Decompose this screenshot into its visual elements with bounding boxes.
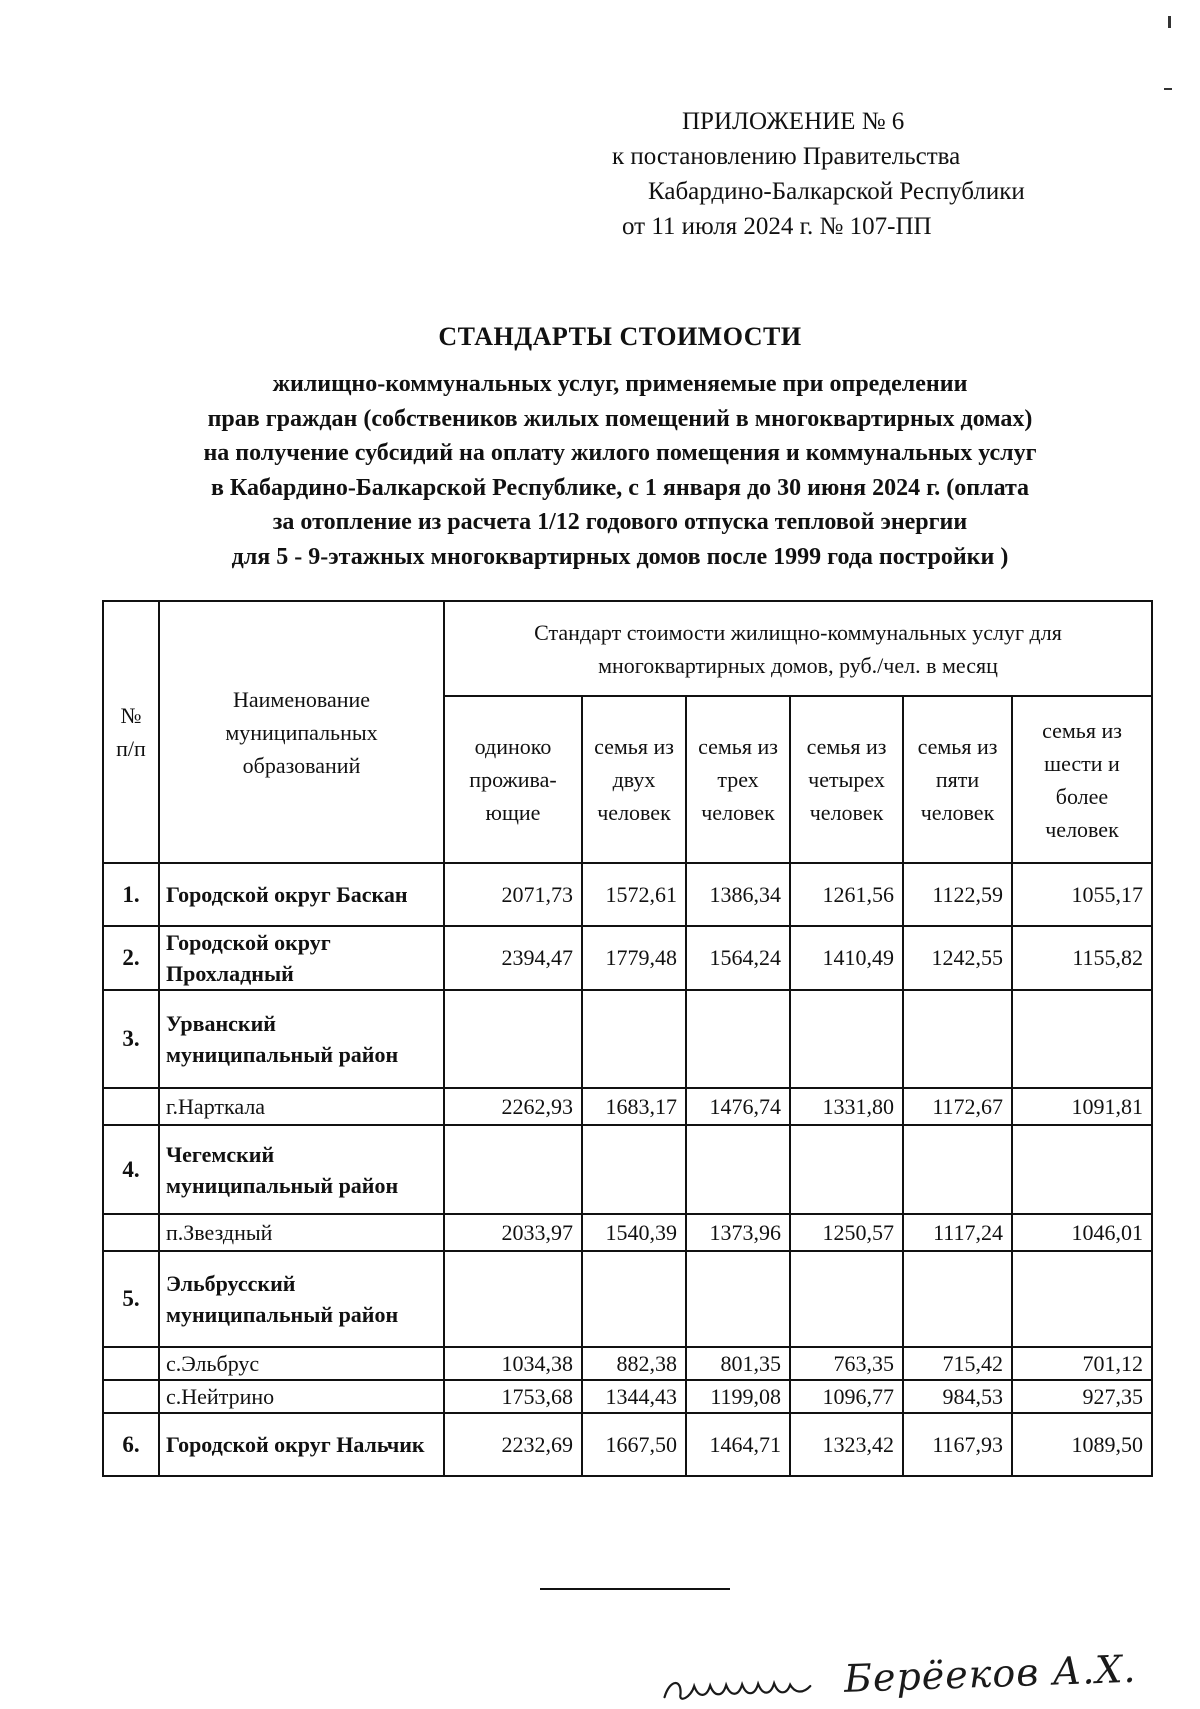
value-cell <box>903 1251 1012 1347</box>
value-cell: 984,53 <box>903 1380 1012 1413</box>
signature-name: Берёеков А.Х. <box>843 1646 1138 1701</box>
scan-mark <box>1164 88 1172 90</box>
value-cell: 763,35 <box>790 1347 903 1380</box>
value-cell: 1167,93 <box>903 1413 1012 1476</box>
header-sub: семья из трех человек <box>686 696 790 863</box>
row-name: Чегемский муниципальный район <box>159 1125 444 1214</box>
value-cell: 1410,49 <box>790 926 903 990</box>
value-cell: 1250,57 <box>790 1214 903 1251</box>
table-row <box>103 1125 1152 1214</box>
appendix-line: от 11 июля 2024 г. № 107-ПП <box>622 213 932 240</box>
value-cell: 1476,74 <box>686 1088 790 1125</box>
signature-block <box>659 1647 1137 1709</box>
value-cell <box>1012 1125 1152 1214</box>
value-cell: 1122,59 <box>903 863 1012 926</box>
value-cell <box>444 1125 582 1214</box>
value-cell: 1540,39 <box>582 1214 686 1251</box>
table-row <box>103 1380 1152 1413</box>
document-subtitle <box>80 367 1160 574</box>
value-cell: 715,42 <box>903 1347 1012 1380</box>
value-cell <box>686 990 790 1088</box>
value-cell <box>686 1251 790 1347</box>
value-cell: 1683,17 <box>582 1088 686 1125</box>
table-row <box>103 1413 1152 1476</box>
handwritten-signature-icon <box>660 1663 831 1709</box>
value-cell: 1373,96 <box>686 1214 790 1251</box>
appendix-block <box>590 104 1090 244</box>
value-cell: 1386,34 <box>686 863 790 926</box>
value-cell: 1667,50 <box>582 1413 686 1476</box>
appendix-title: ПРИЛОЖЕНИЕ № 6 <box>682 108 905 135</box>
value-cell: 1089,50 <box>1012 1413 1152 1476</box>
value-cell <box>790 1251 903 1347</box>
value-cell: 2033,97 <box>444 1214 582 1251</box>
value-cell: 2232,69 <box>444 1413 582 1476</box>
appendix-line: Кабардино-Балкарской Республики <box>648 178 1025 205</box>
value-cell: 1034,38 <box>444 1347 582 1380</box>
row-number: 5. <box>103 1251 159 1347</box>
table-row <box>103 990 1152 1088</box>
value-cell <box>790 990 903 1088</box>
value-cell: 801,35 <box>686 1347 790 1380</box>
value-cell: 1199,08 <box>686 1380 790 1413</box>
value-cell: 1564,24 <box>686 926 790 990</box>
value-cell: 2071,73 <box>444 863 582 926</box>
row-number: 2. <box>103 926 159 990</box>
row-number <box>103 1347 159 1380</box>
value-cell <box>790 1125 903 1214</box>
value-cell <box>444 1251 582 1347</box>
row-number: 3. <box>103 990 159 1088</box>
row-name: п.Звездный <box>159 1214 444 1251</box>
appendix-line: к постановлению Правительства <box>612 143 961 170</box>
value-cell: 2394,47 <box>444 926 582 990</box>
subtitle-line: на получение субсидий на оплату жилого помещения и коммунальных услуг <box>203 440 1037 466</box>
row-name: г.Нарткала <box>159 1088 444 1125</box>
value-cell: 1091,81 <box>1012 1088 1152 1125</box>
row-number <box>103 1088 159 1125</box>
value-cell <box>903 990 1012 1088</box>
value-cell: 1261,56 <box>790 863 903 926</box>
header-sub: семья из шести и более человек <box>1012 696 1152 863</box>
row-name: с.Эльбрус <box>159 1347 444 1380</box>
standards-table <box>102 600 1153 1477</box>
row-number: 1. <box>103 863 159 926</box>
header-group: Стандарт стоимости жилищно-коммунальных услуг для многоквартирных домов, руб./чел. в месяц <box>444 601 1152 696</box>
value-cell <box>444 990 582 1088</box>
value-cell: 927,35 <box>1012 1380 1152 1413</box>
header-sub: семья из пяти человек <box>903 696 1012 863</box>
table-row <box>103 1088 1152 1125</box>
scan-mark <box>1168 16 1171 28</box>
value-cell: 701,12 <box>1012 1347 1152 1380</box>
value-cell: 882,38 <box>582 1347 686 1380</box>
header-col-no: № п/п <box>103 601 159 863</box>
row-name: Городской округ Прохладный <box>159 926 444 990</box>
document-title: СТАНДАРТЫ СТОИМОСТИ <box>438 322 802 351</box>
value-cell: 1242,55 <box>903 926 1012 990</box>
value-cell: 1753,68 <box>444 1380 582 1413</box>
value-cell <box>686 1125 790 1214</box>
value-cell <box>582 1251 686 1347</box>
table-row <box>103 1347 1152 1380</box>
table-row <box>103 926 1152 990</box>
value-cell: 1464,71 <box>686 1413 790 1476</box>
row-name: Урванский муниципальный район <box>159 990 444 1088</box>
value-cell: 1055,17 <box>1012 863 1152 926</box>
header-sub: семья из двух человек <box>582 696 686 863</box>
row-number: 6. <box>103 1413 159 1476</box>
value-cell: 1331,80 <box>790 1088 903 1125</box>
value-cell: 1172,67 <box>903 1088 1012 1125</box>
separator-rule <box>540 1588 730 1590</box>
value-cell <box>1012 1251 1152 1347</box>
subtitle-line: для 5 - 9-этажных многоквартирных домов после 1999 года постройки ) <box>231 543 1009 570</box>
subtitle-line: жилищно-коммунальных услуг, применяемые при определении <box>272 371 968 397</box>
subtitle-line: в Кабардино-Балкарской Республике, с 1 января до 30 июня 2024 г. (оплата <box>210 474 1030 501</box>
header-sub: семья из четырех человек <box>790 696 903 863</box>
table-row <box>103 863 1152 926</box>
row-name: Городской округ Баскан <box>159 863 444 926</box>
value-cell: 2262,93 <box>444 1088 582 1125</box>
value-cell: 1096,77 <box>790 1380 903 1413</box>
standards-table-wrapper <box>102 600 1153 1477</box>
header-sub: одиноко прожива-ющие <box>444 696 582 863</box>
row-number <box>103 1380 159 1413</box>
value-cell: 1323,42 <box>790 1413 903 1476</box>
value-cell: 1117,24 <box>903 1214 1012 1251</box>
row-name: Городской округ Нальчик <box>159 1413 444 1476</box>
row-name: Эльбрусский муниципальный район <box>159 1251 444 1347</box>
table-row <box>103 1214 1152 1251</box>
value-cell: 1572,61 <box>582 863 686 926</box>
table-row <box>103 1251 1152 1347</box>
row-number: 4. <box>103 1125 159 1214</box>
value-cell <box>582 1125 686 1214</box>
subtitle-line: за отопление из расчета 1/12 годового отпуска тепловой энергии <box>272 509 968 535</box>
value-cell <box>1012 990 1152 1088</box>
value-cell <box>903 1125 1012 1214</box>
value-cell: 1155,82 <box>1012 926 1152 990</box>
row-name: с.Нейтрино <box>159 1380 444 1413</box>
subtitle-line: прав граждан (собствеников жилых помещений в многоквартирных домах) <box>207 405 1033 432</box>
header-col-name: Наименование муниципальных образований <box>159 601 444 863</box>
value-cell: 1779,48 <box>582 926 686 990</box>
row-number <box>103 1214 159 1251</box>
value-cell <box>582 990 686 1088</box>
value-cell: 1046,01 <box>1012 1214 1152 1251</box>
value-cell: 1344,43 <box>582 1380 686 1413</box>
